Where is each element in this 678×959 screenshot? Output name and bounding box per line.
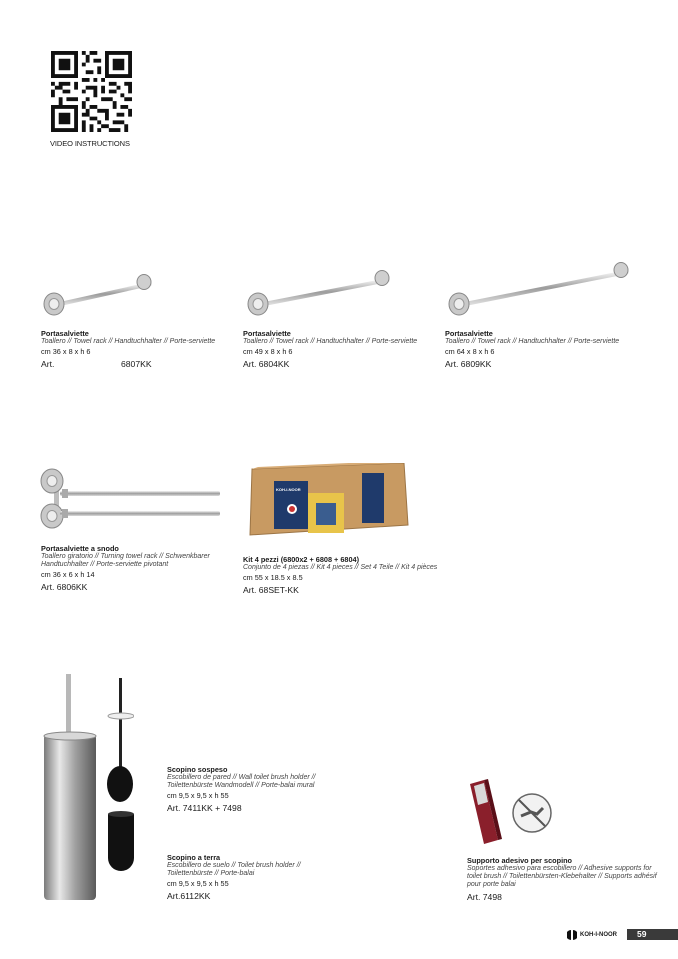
kit-box-image xyxy=(244,463,410,539)
art-label: Art. xyxy=(41,359,55,369)
product-art xyxy=(41,360,216,368)
product-dims: cm 64 x 8 x h 6 xyxy=(445,347,495,356)
product-68set xyxy=(243,556,438,594)
product-dims: cm 55 x 18.5 x 8.5 xyxy=(243,573,303,582)
product-dims: cm 36 x 6 x h 14 xyxy=(41,570,95,579)
product-7498 xyxy=(467,857,662,901)
product-7411 xyxy=(167,766,347,812)
product-desc: Toallero // Towel rack // Handtuchhalter // Porte-serviette xyxy=(41,338,216,345)
product-desc: Escobillero de suelo // Toilet brush holder // Toilettenbürste // Porte-balai xyxy=(167,862,301,877)
qr-code[interactable] xyxy=(51,51,132,132)
product-name: Scopino sospeso xyxy=(167,765,228,774)
product-6809 xyxy=(445,330,620,368)
product-dims: cm 49 x 8 x h 6 xyxy=(243,347,293,356)
product-name: Scopino a terra xyxy=(167,853,221,862)
product-dims: cm 36 x 8 x h 6 xyxy=(41,347,91,356)
product-name: Portasalviette a snodo xyxy=(41,544,119,553)
footer-logo xyxy=(567,930,617,940)
product-art: Art. 6806KK xyxy=(41,582,88,592)
product-dims: cm 9,5 x 9,5 x h 55 xyxy=(167,791,229,800)
product-name: Portasalviette xyxy=(243,329,291,338)
product-6804 xyxy=(243,330,418,368)
product-art: Art. 6809KK xyxy=(445,359,492,369)
product-art: Art. 7411KK + 7498 xyxy=(167,803,242,813)
towel-rack-6807-image xyxy=(40,268,160,320)
page-number: 59 xyxy=(627,929,678,940)
product-6112 xyxy=(167,854,347,900)
product-name: Portasalviette xyxy=(445,329,493,338)
product-desc: Toallero giratorio // Turning towel rack // Schwenkbarer Handtuchhalter // Porte-serviette pivotant xyxy=(41,553,210,568)
product-desc: Conjunto de 4 piezas // Kit 4 pieces // Set 4 Teile // Kit 4 pièces xyxy=(243,564,438,571)
product-desc: Soportes adhesivo para escobillero // Adhesive supports for toilet brush // Toilettenbürsten-Klebehalter // Supports adhésif pour porte balai xyxy=(467,865,657,888)
product-desc: Toallero // Towel rack // Handtuchhalter // Porte-serviette xyxy=(445,338,620,345)
product-name: Supporto adesivo per scopino xyxy=(467,856,573,865)
product-art: Art. 7498 xyxy=(467,892,502,902)
towel-rack-6809-image xyxy=(445,256,639,320)
product-6806 xyxy=(41,545,236,591)
product-dims: cm 9,5 x 9,5 x h 55 xyxy=(167,879,229,888)
footer-brand: KOH-I-NOOR xyxy=(580,932,617,938)
swivel-towel-rack-image xyxy=(38,466,224,532)
product-art: Art. 6804KK xyxy=(243,359,290,369)
wall-toilet-brush-image xyxy=(38,674,134,902)
art-code: 6807KK xyxy=(121,359,152,369)
product-name: Portasalviette xyxy=(41,329,89,338)
brand-mark-icon xyxy=(567,930,577,940)
product-6807 xyxy=(41,330,216,368)
product-art: Art.6112KK xyxy=(167,891,211,901)
product-name: Kit 4 pezzi (6800x2 + 6808 + 6804) xyxy=(243,555,360,564)
box-logo: KOH-I-NOOR xyxy=(276,487,301,492)
no-drilling-icon xyxy=(511,792,553,834)
product-desc: Escobillero de pared // Wall toilet brush holder // Toilettenbürste Wandmodell // Porte-balai mural xyxy=(167,774,316,789)
video-instructions-label: VIDEO INSTRUCTIONS xyxy=(50,139,130,148)
product-desc: Toallero // Towel rack // Handtuchhalter // Porte-serviette xyxy=(243,338,418,345)
product-art: Art. 68SET-KK xyxy=(243,585,299,595)
towel-rack-6804-image xyxy=(244,264,399,320)
